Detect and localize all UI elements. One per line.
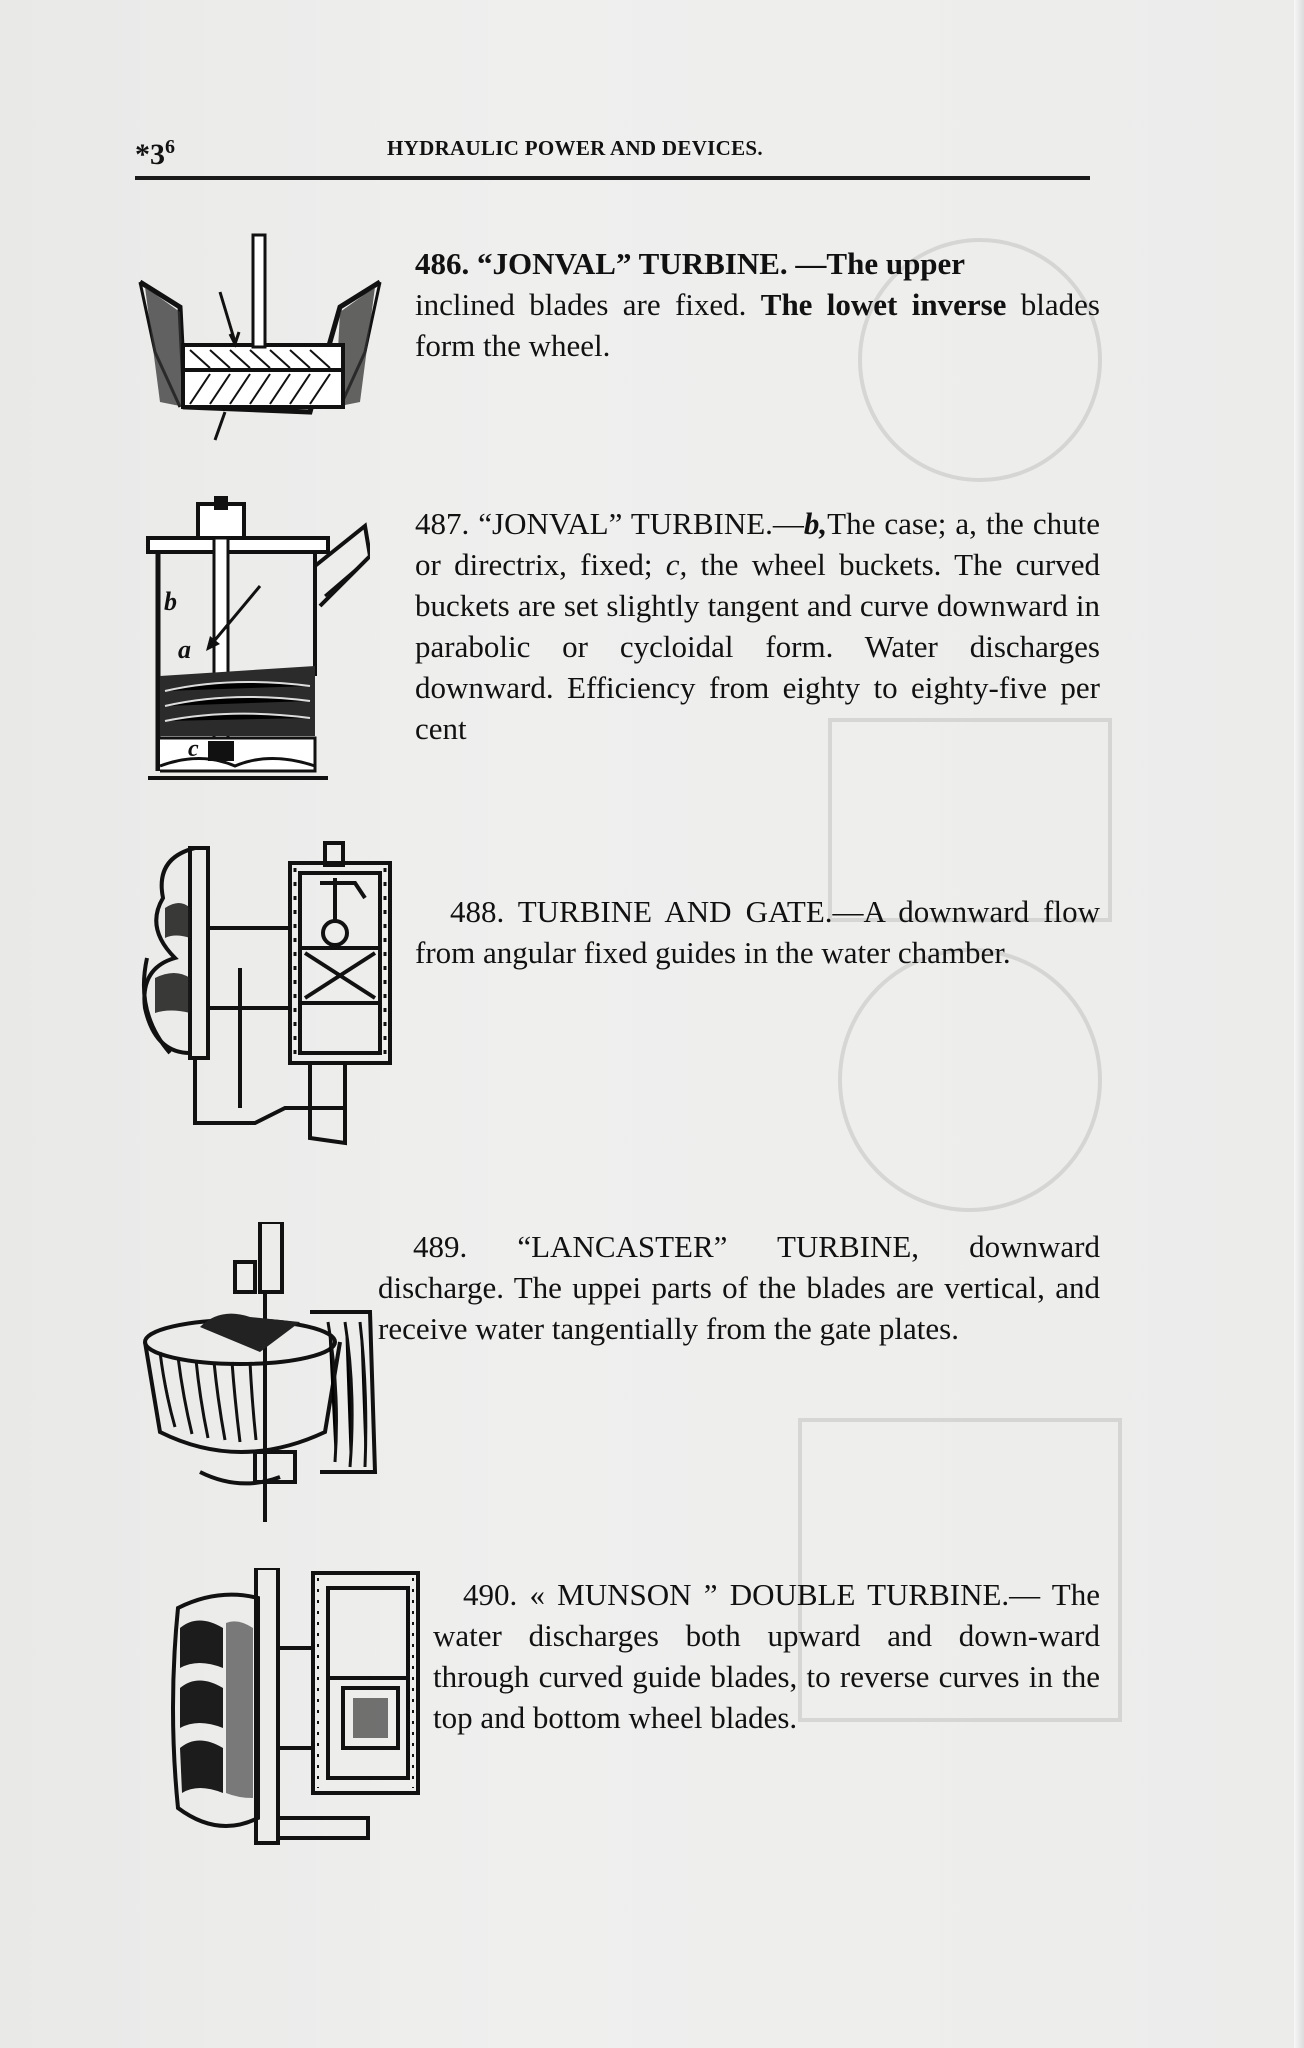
entry-486-lead: 486. “JONVAL” TURBINE. —The upper (415, 246, 966, 281)
entry-486-body-pre: inclined blades are fixed. (415, 287, 761, 322)
fig487-label-b: b (164, 587, 177, 616)
header-rule (135, 176, 1090, 180)
fig487-label-a: a (178, 635, 191, 664)
figure-490-munson-double-turbine (168, 1568, 426, 1850)
figure-486-jonval-turbine (135, 232, 385, 444)
entry-487-body: The case; a, the chute or directrix, fixed; (415, 506, 1100, 582)
entry-486 (415, 243, 1100, 366)
entry-489-text: 489. “LANCASTER” TURBINE, downward discharge. The uppei parts of the blades are vertical, and receive water tangentially from the gate plates. (378, 1229, 1100, 1346)
page-header (135, 128, 1090, 178)
figure-489-lancaster-turbine (140, 1222, 380, 1522)
entry-487-italic-c: c, (665, 547, 688, 582)
entry-488-text: 488. TURBINE AND GATE.—A downward flow from angular fixed guides in the water chamber. (415, 894, 1100, 970)
entry-487-lead: 487. “JONVAL” TURBINE.— (415, 506, 804, 541)
entry-488 (415, 891, 1100, 973)
figure-488-turbine-and-gate (135, 838, 405, 1156)
entry-486-body-bold: The lowet inverse (760, 287, 1007, 322)
entry-487-lead-italic: b, (803, 506, 828, 541)
entry-489 (378, 1226, 1100, 1349)
entry-487 (415, 503, 1100, 749)
entry-490-text: 490. « MUNSON ” DOUBLE TURBINE.— The water discharges both upward and down-ward through curved guide blades, to reverse curves in the top and bottom wheel blades. (433, 1577, 1100, 1735)
entry-486-body-post: blades form the wheel. (415, 287, 1100, 363)
entry-487-body-2: the wheel buckets. The curved buckets are set slightly tangent and curve downward in parabolic or cycloidal form. Water discharges downward. Efficiency from eighty to eighty-five per cent (415, 547, 1100, 746)
running-head: HYDRAULIC POWER AND DEVICES. (387, 136, 763, 160)
figure-487-jonval-turbine (140, 496, 370, 786)
page-edge (1294, 0, 1304, 2048)
entry-490 (433, 1574, 1100, 1738)
fig487-label-c: c (188, 736, 199, 762)
page-number: $*3^6$ (135, 136, 175, 171)
